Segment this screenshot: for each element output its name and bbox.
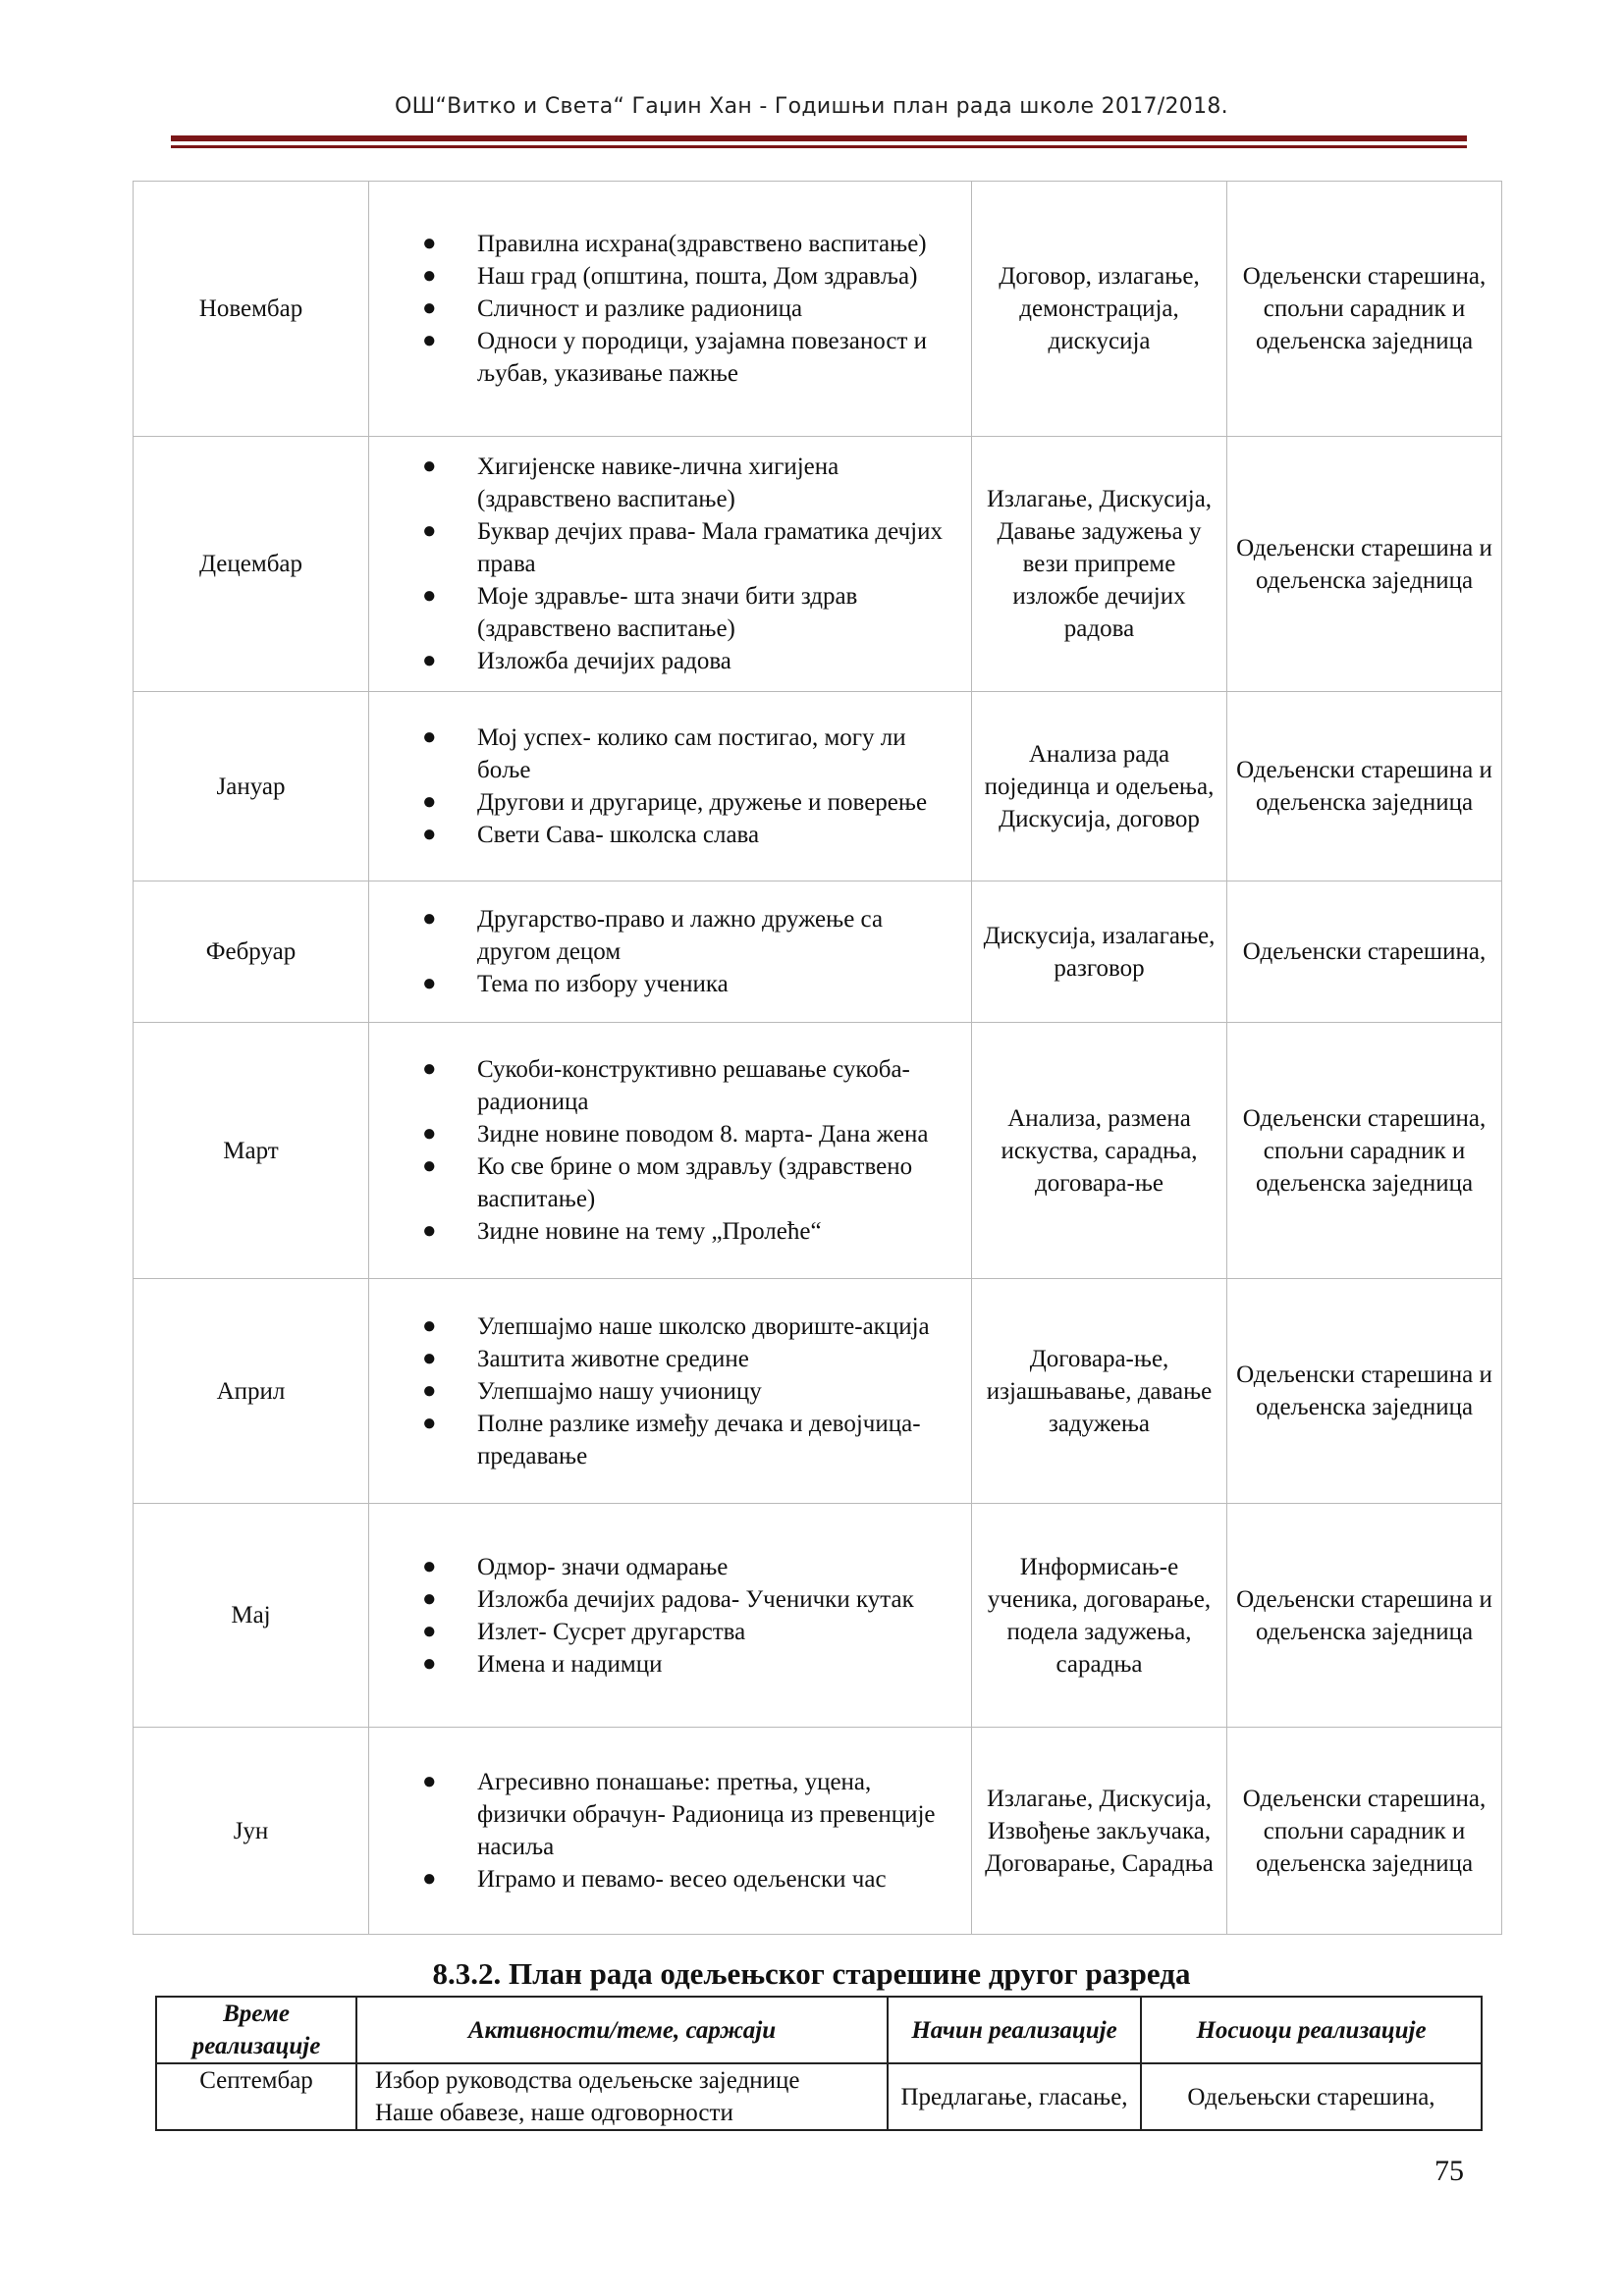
activities-cell — [369, 692, 972, 881]
table2-time: Септембар — [156, 2063, 356, 2130]
bullet-icon: ● — [422, 1769, 437, 1794]
activity-text: Заштита животне средине — [477, 1345, 749, 1372]
plan-table-body — [134, 182, 1502, 1935]
activities-list — [369, 714, 971, 859]
activity-text: Другови и другарице, дружење и поверење — [477, 789, 928, 816]
activity-text: Изложба дечијих радова- Ученички кутак — [477, 1585, 914, 1613]
activity-text: Излет- Сусрет другарства — [477, 1618, 746, 1645]
method-cell: Дискусија, изалагање, разговор — [972, 881, 1227, 1023]
bullet-icon: ● — [422, 1585, 437, 1612]
page-header: ОШ“Витко и Света“ Гаџин Хан - Годишњи план рада школе 2017/2018. — [395, 94, 1228, 119]
activity-item — [369, 1408, 961, 1472]
bullet-icon: ● — [422, 1056, 437, 1082]
header-rule-thin — [171, 145, 1467, 148]
activity-item — [369, 1583, 961, 1616]
table2-row — [156, 2063, 1482, 2130]
activities-list — [369, 895, 971, 1008]
activity-text: Свети Сава- школска слава — [477, 822, 760, 848]
plan-row — [134, 1504, 1502, 1728]
activity-text: Другарство-право и лажно дружење са другом децом — [477, 906, 884, 965]
activity-item — [369, 819, 961, 851]
plan-row — [134, 692, 1502, 881]
activities-cell — [369, 437, 972, 692]
activity-text: Тема по избору ученика — [477, 971, 729, 997]
bullet-icon: ● — [422, 1866, 437, 1892]
holders-cell: Одељенски старешина и одељенска заједница — [1227, 1279, 1502, 1504]
bullet-icon: ● — [422, 1312, 437, 1339]
bullet-icon: ● — [422, 583, 437, 609]
activity-text: Одмор- значи одмарање — [477, 1553, 729, 1580]
activity-text: Мој успех- колико сам постигао, могу ли боље — [477, 724, 906, 783]
holders-cell: Одељенски старешина, спољни сарадник и одељенска заједница — [1227, 182, 1502, 437]
activities-list — [369, 1543, 971, 1688]
activity-item — [369, 1648, 961, 1681]
activity-text: Зидне новине поводом 8. марта- Дана жена — [477, 1121, 929, 1148]
activity-item — [369, 325, 961, 390]
method-cell: Договара-ње, изјашњавање, давање задужења — [972, 1279, 1227, 1504]
activity-item — [369, 968, 961, 1000]
activity-text: Изложба дечијих радова — [477, 648, 731, 674]
table2-activities — [356, 2063, 888, 2130]
activity-item — [369, 1551, 961, 1583]
table2-header-holders: Носиоци реализације — [1141, 1997, 1482, 2063]
holders-cell: Одељенски старешина, спољни сарадник и одељенска заједница — [1227, 1023, 1502, 1279]
activities-cell — [369, 1279, 972, 1504]
activity-text: Правилна исхрана(здравствено васпитање) — [477, 231, 927, 257]
activities-cell — [369, 1504, 972, 1728]
activity-text: Моје здравље- шта значи бити здрав (здравствено васпитање) — [477, 583, 858, 642]
plan-row — [134, 1023, 1502, 1279]
table2-activity: Наше обавезе, наше одговорности — [375, 2100, 733, 2126]
activity-item — [369, 1766, 961, 1863]
month-cell: Мај — [134, 1504, 369, 1728]
activity-item — [369, 260, 961, 293]
activities-list — [369, 443, 971, 685]
section-title: 8.3.2. План рада одељењског старешине другог разреда — [432, 1956, 1191, 1991]
activities-cell — [369, 881, 972, 1023]
plan-row — [134, 881, 1502, 1023]
bullet-icon: ● — [422, 789, 437, 815]
activity-text: Полне разлике између дечака и девојчица-предавање — [477, 1410, 921, 1469]
activity-item — [369, 515, 961, 580]
method-cell: Излагање, Дискусија, Извођење закључака, Договарање, Сарадња — [972, 1728, 1227, 1935]
holders-cell: Одељенски старешина, спољни сарадник и одељенска заједница — [1227, 1728, 1502, 1935]
table2-header-activities: Активности/теме, саржаји — [356, 1997, 888, 2063]
holders-cell: Одељенски старешина и одељенска заједница — [1227, 437, 1502, 692]
plan-row — [134, 1728, 1502, 1935]
month-cell: Новембар — [134, 182, 369, 437]
activity-item — [369, 580, 961, 645]
activity-item — [369, 1375, 961, 1408]
method-cell: Договор, излагање, демонстрација, дискусија — [972, 182, 1227, 437]
activity-text: Сукоби-конструктивно решавање сукоба-радионица — [477, 1056, 910, 1115]
activity-item — [369, 721, 961, 786]
table2-header-method: Начин реализације — [888, 1997, 1141, 2063]
activity-text: Буквар дечјих права- Мала граматика дечјих права — [477, 518, 943, 577]
activity-text: Агресивно понашање: претња, уцена, физички обрачун- Радионица из превенције насиља — [477, 1769, 936, 1860]
bullet-icon: ● — [422, 1553, 437, 1579]
activity-item — [369, 645, 961, 677]
month-cell: Јануар — [134, 692, 369, 881]
table2-activity: Избор руководства одељењске заједнице — [375, 2067, 800, 2094]
activity-text: Улепшајмо нашу учионицу — [477, 1377, 762, 1405]
activity-item — [369, 1053, 961, 1118]
activities-list — [369, 1045, 971, 1255]
activity-text: Ко све брине о мом здрављу (здравствено васпитање) — [477, 1153, 913, 1212]
holders-cell: Одељенски старешина, — [1227, 881, 1502, 1023]
holders-cell: Одељенски старешина и одељенска заједница — [1227, 1504, 1502, 1728]
table2-method: Предлагање, гласање, — [888, 2063, 1141, 2130]
bullet-icon: ● — [422, 231, 437, 256]
activity-item — [369, 1863, 961, 1896]
activity-item — [369, 293, 961, 325]
activities-list — [369, 1758, 971, 1903]
month-cell: Јун — [134, 1728, 369, 1935]
activities-cell — [369, 182, 972, 437]
bullet-icon: ● — [422, 295, 437, 321]
activities-list — [369, 1303, 971, 1480]
activity-text: Односи у породици, узајамна повезаност и љубав, указивање пажње — [477, 328, 928, 387]
table2-holders: Одељењски старешина, — [1141, 2063, 1482, 2130]
activity-text: Хигијенске навике-лична хигијена (здравствено васпитање) — [477, 454, 839, 512]
holders-cell: Одељенски старешина и одељенска заједница — [1227, 692, 1502, 881]
activity-item — [369, 1616, 961, 1648]
bullet-icon: ● — [422, 1153, 437, 1179]
activities-cell — [369, 1728, 972, 1935]
activity-text: Сличност и разлике радионица — [477, 295, 803, 322]
bullet-icon: ● — [422, 1410, 437, 1436]
activity-item — [369, 1310, 961, 1343]
method-cell: Анализа рада појединца и одељења, Дискусија, договор — [972, 692, 1227, 881]
activity-item — [369, 903, 961, 968]
page-number: 75 — [1434, 2155, 1464, 2187]
header-rule-thick — [171, 135, 1467, 141]
bullet-icon: ● — [422, 822, 437, 847]
activity-item — [369, 1150, 961, 1215]
table2-header-time: Време реализације — [156, 1997, 356, 2063]
bullet-icon: ● — [422, 971, 437, 996]
activity-text: Играмо и певамо- весео одељенски час — [477, 1866, 887, 1893]
activities-cell — [369, 1023, 972, 1279]
month-cell: Април — [134, 1279, 369, 1504]
activity-text: Улепшајмо наше школско двориште-акција — [477, 1312, 930, 1340]
method-cell: Излагање, Дискусија, Давање задужења у вези припреме изложбе дечијих радова — [972, 437, 1227, 692]
bullet-icon: ● — [422, 724, 437, 750]
plan-row — [134, 437, 1502, 692]
bullet-icon: ● — [422, 906, 437, 932]
month-cell: Децембар — [134, 437, 369, 692]
bullet-icon: ● — [422, 648, 437, 673]
activities-list — [369, 220, 971, 398]
bullet-icon: ● — [422, 1377, 437, 1404]
plan-row — [134, 1279, 1502, 1504]
bullet-icon: ● — [422, 1650, 437, 1677]
method-cell: Анализа, размена искуства, сарадња, договара-ње — [972, 1023, 1227, 1279]
activity-item — [369, 1118, 961, 1150]
month-cell: Март — [134, 1023, 369, 1279]
bullet-icon: ● — [422, 1345, 437, 1371]
table2-header-row — [156, 1997, 1482, 2063]
activity-text: Зидне новине на тему „Пролеће“ — [477, 1218, 822, 1245]
activity-item — [369, 1343, 961, 1375]
plan-table-second-grade — [155, 1996, 1483, 2131]
bullet-icon: ● — [422, 518, 437, 544]
activity-item — [369, 1215, 961, 1248]
bullet-icon: ● — [422, 454, 437, 479]
month-cell: Фебруар — [134, 881, 369, 1023]
bullet-icon: ● — [422, 1121, 437, 1147]
bullet-icon: ● — [422, 1218, 437, 1244]
plan-table — [133, 181, 1502, 1935]
bullet-icon: ● — [422, 1618, 437, 1644]
bullet-icon: ● — [422, 263, 437, 289]
activity-item — [369, 228, 961, 260]
activity-item — [369, 451, 961, 515]
plan-row — [134, 182, 1502, 437]
activity-item — [369, 786, 961, 819]
activity-text: Наш град (општина, пошта, Дом здравља) — [477, 263, 918, 290]
method-cell: Информисањ-е ученика, договарање, подела задужења, сарадња — [972, 1504, 1227, 1728]
activity-text: Имена и надимци — [477, 1650, 663, 1678]
bullet-icon: ● — [422, 328, 437, 353]
